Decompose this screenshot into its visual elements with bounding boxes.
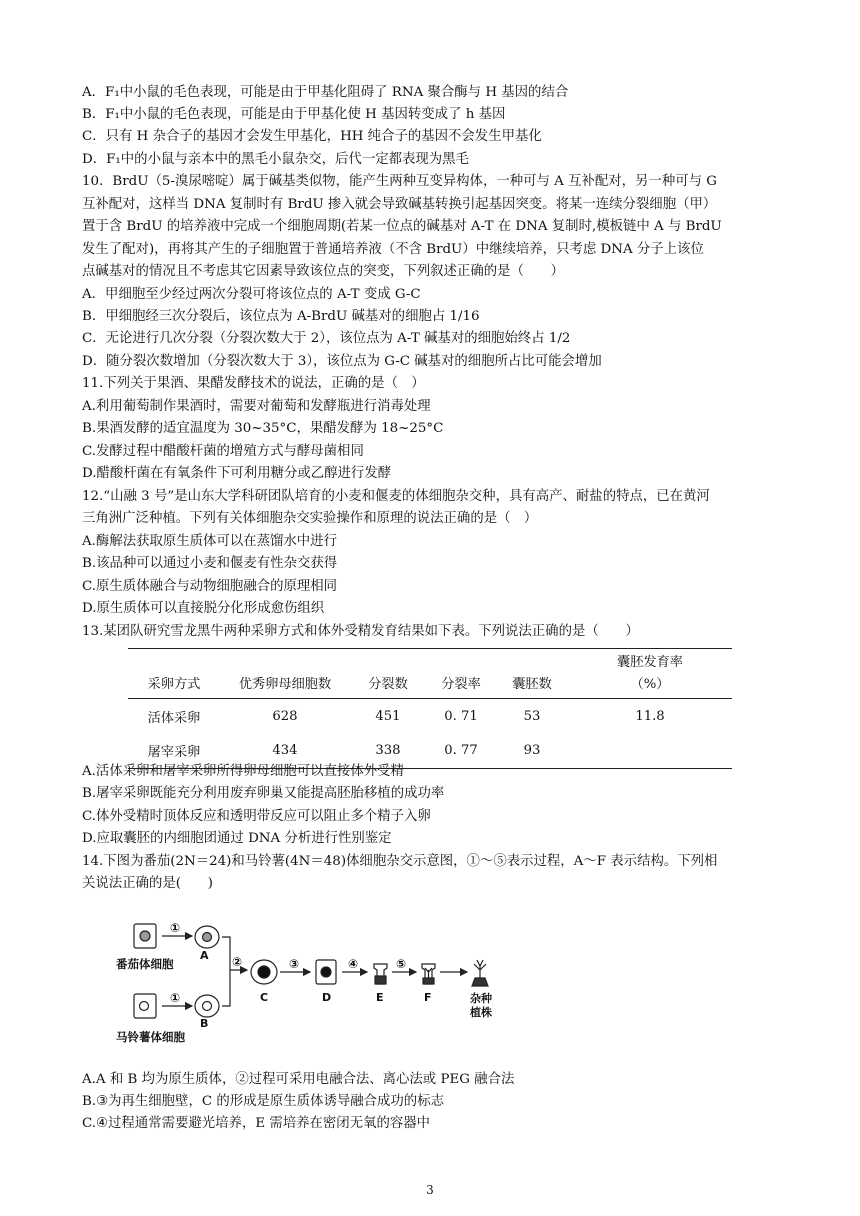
table-cell: 338: [375, 743, 401, 759]
q14-stem-line: 14.下图为番茄(2N＝24)和马铃薯(4N＝48)体细胞杂交示意图，①～⑤表示过程，A～F 表示结构。下列相: [82, 854, 718, 869]
label-e: E: [376, 991, 384, 1004]
table-cell: 活体采卵: [147, 710, 201, 726]
q12-option-c: C.原生质体融合与动物细胞融合的原理相同: [82, 579, 338, 594]
hybrid-plant-label-1: 杂种: [470, 992, 492, 1005]
step3-label: ③: [289, 957, 300, 971]
q11-option-d: D.醋酸杆菌在有氧条件下可利用糖分或乙醇进行发酵: [82, 466, 392, 481]
q9-option-d: D．F₁中的小鼠与亲本中的黑毛小鼠杂交，后代一定都表现为黑毛: [82, 152, 469, 167]
q10-stem-line: 点碱基对的情况且不考虑其它因素导致该位点的突变，下列叙述正确的是（ ）: [82, 264, 565, 279]
table-header: 优秀卵母细胞数: [238, 677, 332, 692]
q13-option-d: D.应取囊胚的内细胞团通过 DNA 分析进行性别鉴定: [82, 831, 392, 846]
label-d: D: [322, 991, 332, 1004]
hybrid-plant-pot-icon: [472, 978, 488, 986]
callus-e-icon: [375, 976, 386, 984]
label-c: C: [260, 991, 269, 1004]
q13-option-a: A.活体采卵和屠宰采卵所得卵母细胞可以直接体外受精: [82, 764, 404, 779]
label-b: B: [200, 1017, 209, 1030]
q12-stem-line: 三角洲广泛种植。下列有关体细胞杂交实验操作和原理的说法正确的是（ ）: [82, 511, 538, 526]
label-f: F: [424, 991, 432, 1004]
table-cell: 0. 77: [444, 743, 478, 759]
q13-stem: 13.某团队研究雪龙黑牛两种采卵方式和体外受精发育结果如下表。下列说法正确的是（ ）: [82, 624, 639, 639]
q11-option-c: C.发酵过程中醋酸杆菌的增殖方式与酵母菌相同: [82, 444, 364, 459]
step4-label: ④: [348, 957, 359, 971]
q11-option-b: B.果酒发酵的适宜温度为 30~35°C，果醋发酵为 18~25°C: [82, 421, 444, 436]
q13-option-c: C.体外受精时顶体反应和透明带反应可以阻止多个精子入卵: [82, 809, 431, 824]
q10-option-b: B．甲细胞经三次分裂后，该位点为 A-BrdU 碱基对的细胞占 1/16: [82, 309, 480, 324]
q10-stem-line: 10．BrdU（5-溴尿嘧啶）属于碱基类似物，能产生两种互变异构体，一种可与 A 互补配对，另一种可与 G: [82, 174, 717, 189]
table-cell: 屠宰采卵: [147, 745, 201, 761]
tomato-cell-label: 番茄体细胞: [116, 957, 174, 971]
table-cell: 0. 71: [444, 708, 478, 724]
merge-bracket: [222, 937, 230, 1006]
q12-option-a: A.酶解法获取原生质体可以在蒸馏水中进行: [82, 534, 337, 549]
q12-option-d: D.原生质体可以直接脱分化形成愈伤组织: [82, 601, 325, 616]
potato-cell-label: 马铃薯体细胞: [116, 1030, 185, 1044]
table-header: 囊胚数: [512, 677, 552, 692]
q10-stem-line: 发生了配对)，再将其产生的子细胞置于普通培养液（不含 BrdU）中继续培养，只考虑 DNA 分子上该位: [82, 242, 704, 257]
q10-stem-line: 置于含 BrdU 的培养液中完成一个细胞周期(若某一位点的碱基对 A-T 在 DNA 复制时,模板链中 A 与 BrdU: [82, 219, 722, 234]
table-cell: [568, 734, 732, 769]
label-a: A: [200, 949, 209, 962]
q11-stem: 11.下列关于果酒、果醋发酵技术的说法，正确的是（ ）: [82, 376, 425, 391]
table-cell: 628: [272, 708, 298, 724]
page-number: 3: [426, 1183, 434, 1197]
q12-stem-line: 12.“山融 3 号”是山东大学科研团队培育的小麦和偃麦的体细胞杂交种，具有高产、耐盐的特点，已在黄河: [82, 489, 710, 504]
step1-label-bottom: ①: [170, 991, 181, 1005]
table-header-line: 囊胚发育率: [617, 655, 683, 670]
q11-option-a: A.利用葡萄制作果酒时，需要对葡萄和发酵瓶进行消毒处理: [82, 399, 431, 414]
table-header: 分裂率: [441, 677, 481, 692]
table-cell: 434: [272, 743, 298, 759]
table-header-row: [128, 649, 732, 699]
hybrid-plant-label-2: 植株: [470, 1006, 492, 1019]
fused-nucleus-icon: [258, 966, 270, 978]
q9-option-c: C．只有 H 杂合子的基因才会发生甲基化，HH 纯合子的基因不会发生甲基化: [82, 129, 542, 144]
q10-option-d: D．随分裂次数增加（分裂次数大于 3），该位点为 G-C 碱基对的细胞所占比可能会增加: [82, 354, 602, 369]
seedling-f-icon: [425, 968, 432, 978]
q13-option-b: B.屠宰采卵既能充分利用废弃卵巢又能提高胚胎移植的成功率: [82, 786, 445, 801]
q9-option-a: A．F₁中小鼠的毛色表现，可能是由于甲基化阻碍了 RNA 聚合酶与 H 基因的结合: [82, 85, 569, 100]
q10-option-c: C．无论进行几次分裂（分裂次数大于 2），该位点为 A-T 碱基对的细胞始终占 1/2: [82, 331, 571, 346]
q14-stem-line: 关说法正确的是( ): [82, 876, 213, 891]
step2-label: ②: [232, 955, 243, 969]
potato-nucleus-icon: [140, 1002, 149, 1011]
q10-option-a: A．甲细胞至少经过两次分裂可将该位点的 A-T 变成 G-C: [82, 287, 421, 302]
table-cell: 53: [523, 708, 541, 724]
table-header-line: （%）: [630, 677, 670, 692]
step1-label-top: ①: [170, 921, 181, 935]
q14-option-b: B.③为再生细胞壁，C 的形成是原生质体诱导融合成功的标志: [82, 1094, 444, 1109]
q14-option-c: C.④过程通常需要避光培养，E 需培养在密闭无氧的容器中: [82, 1116, 431, 1131]
table-cell: 93: [523, 743, 541, 759]
q13-data-table: [128, 648, 732, 769]
protoplast-a-nucleus-icon: [203, 933, 212, 942]
cell-hybridization-diagram: [112, 910, 512, 1050]
protoplast-b-nucleus-icon: [203, 1002, 212, 1011]
q12-option-b: B.该品种可以通过小麦和偃麦有性杂交获得: [82, 556, 338, 571]
hybrid-plant-icon: [474, 960, 486, 978]
table-header: [568, 649, 732, 699]
table-cell: 451: [375, 708, 401, 724]
hybrid-nucleus-icon: [321, 967, 331, 977]
table-row: [128, 699, 732, 734]
table-header: 分裂数: [368, 677, 408, 692]
tomato-nucleus-icon: [140, 931, 150, 941]
seedling-f-medium-icon: [423, 978, 434, 984]
step5-label: ⑤: [396, 957, 407, 971]
q10-stem-line: 互补配对，这样当 DNA 复制时有 BrdU 掺入就会导致碱基转换引起基因突变。将某一连续分裂细胞（甲）: [82, 197, 717, 212]
table-cell: 11.8: [635, 708, 665, 724]
table-header: 采卵方式: [147, 677, 201, 692]
q14-option-a: A.A 和 B 均为原生质体，②过程可采用电融合法、离心法或 PEG 融合法: [82, 1072, 515, 1087]
q9-option-b: B．F₁中小鼠的毛色表现，可能是由于甲基化使 H 基因转变成了 h 基因: [82, 107, 506, 122]
